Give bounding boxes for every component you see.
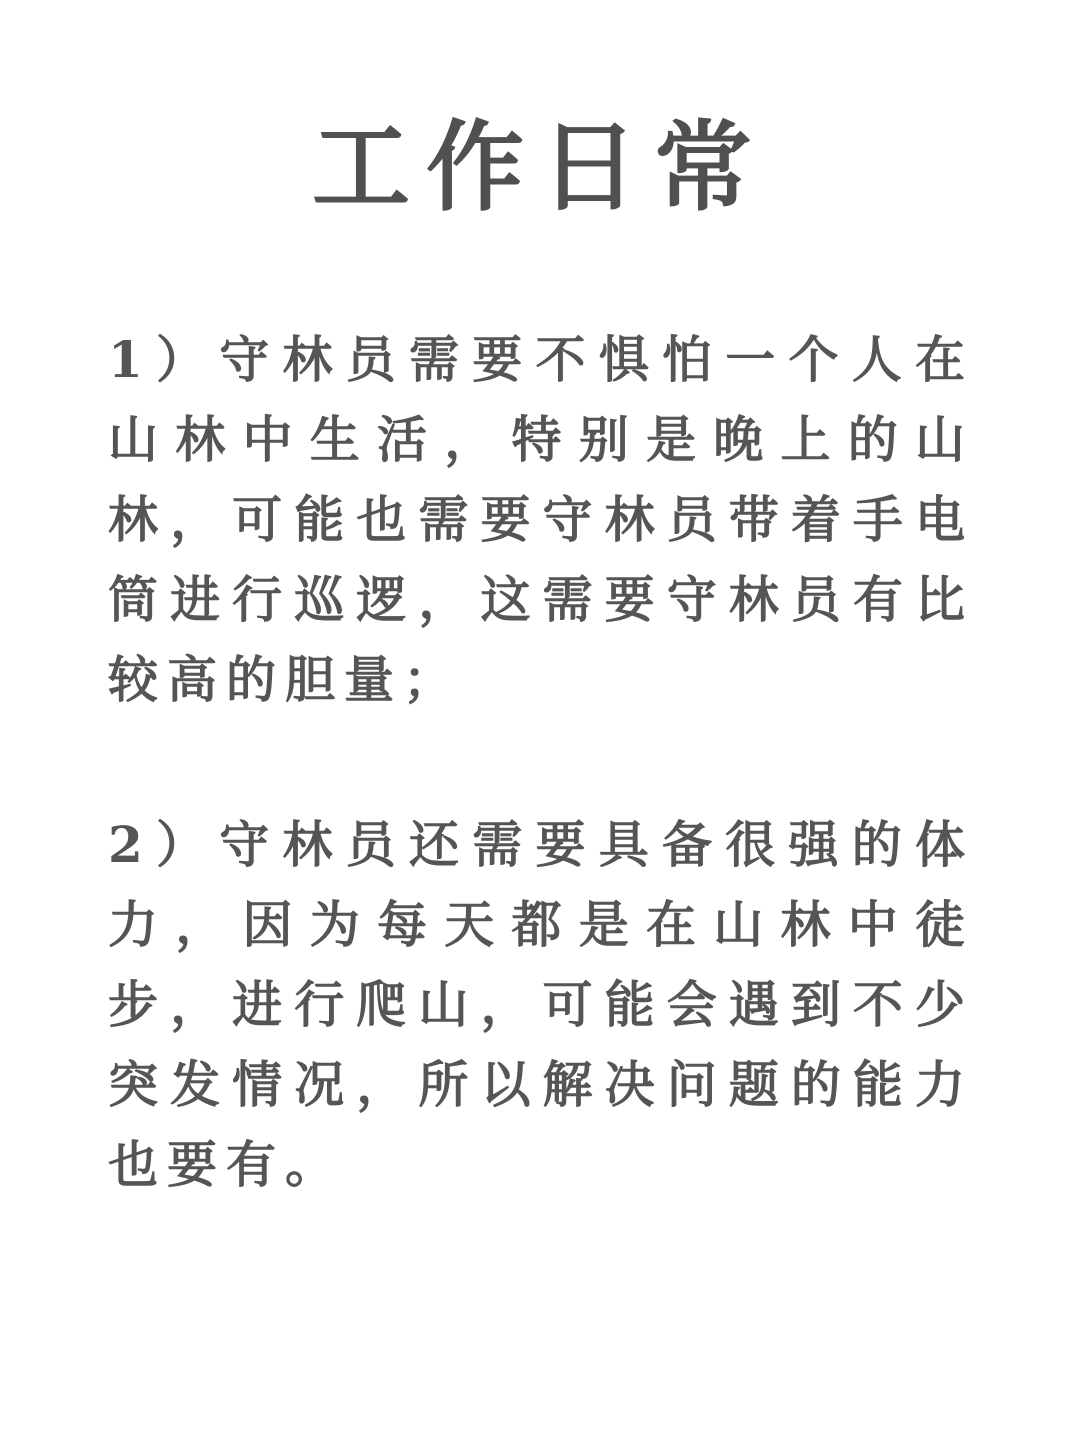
- paragraph-2: 2）守林员还需要具备很强的体力，因为每天都是在山林中徒步，进行爬山，可能会遇到不少突发情况，所以解决问题的能力也要有。: [108, 815, 974, 1194]
- page-title: 工作日常: [311, 110, 768, 225]
- paragraph-1: 1）守林员需要不惧怕一个人在山林中生活，特别是晚上的山林，可能也需要守林员带着手电筒进行巡逻，这需要守林员有比较高的胆量；: [108, 330, 974, 709]
